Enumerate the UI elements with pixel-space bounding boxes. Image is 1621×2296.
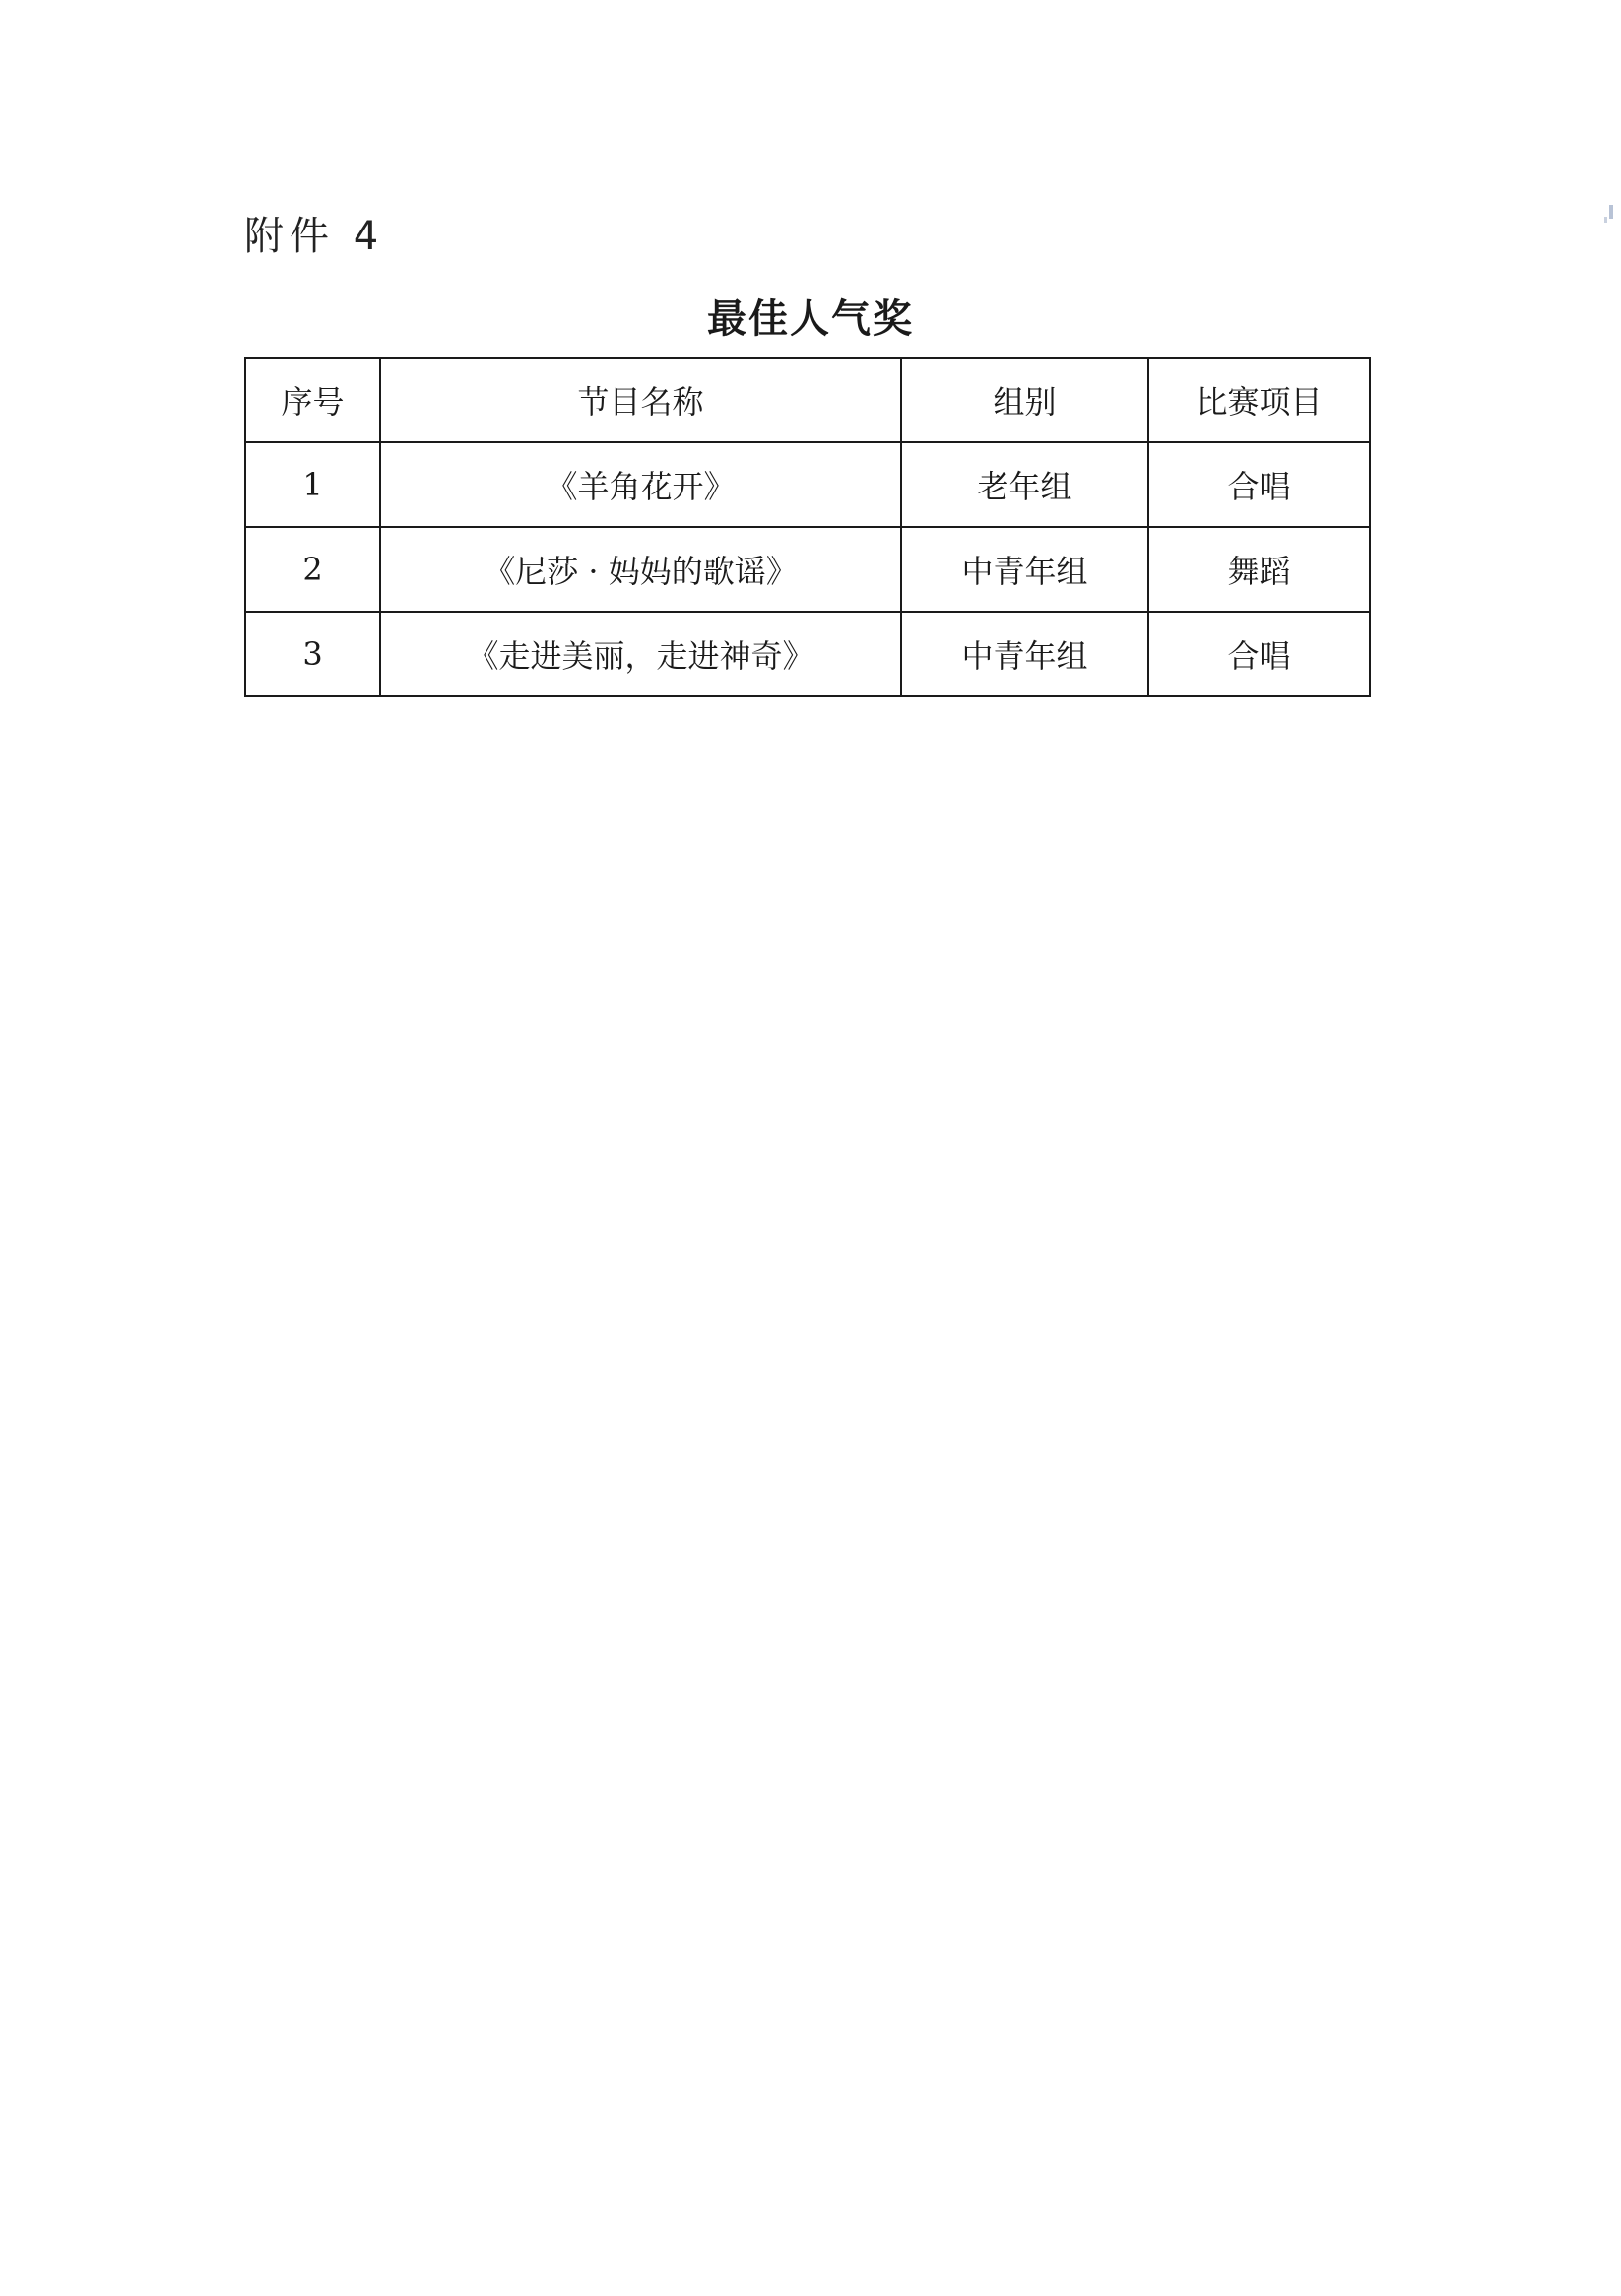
cell-program-name: 《走进美丽，走进神奇》 (380, 612, 901, 696)
cell-index: 1 (245, 442, 380, 527)
table-row (245, 527, 1370, 612)
cell-index: 3 (245, 612, 380, 696)
header-group: 组别 (901, 358, 1148, 442)
cell-group: 中青年组 (901, 612, 1148, 696)
header-category: 比赛项目 (1148, 358, 1370, 442)
cell-program-name: 《尼莎 · 妈妈的歌谣》 (380, 527, 901, 612)
table-row (245, 612, 1370, 696)
cell-group: 中青年组 (901, 527, 1148, 612)
cell-category: 合唱 (1148, 442, 1370, 527)
header-index: 序号 (245, 358, 380, 442)
table-header-row (245, 358, 1370, 442)
table-row (245, 442, 1370, 527)
cell-program-name: 《羊角花开》 (380, 442, 901, 527)
scan-mark (1609, 205, 1613, 219)
cell-category: 合唱 (1148, 612, 1370, 696)
cell-index: 2 (245, 527, 380, 612)
header-program-name: 节目名称 (380, 358, 901, 442)
cell-category: 舞蹈 (1148, 527, 1370, 612)
attachment-label: 附件 4 (244, 214, 385, 259)
scan-mark (1604, 217, 1607, 223)
cell-group: 老年组 (901, 442, 1148, 527)
award-table (244, 357, 1371, 697)
page-title: 最佳人气奖 (707, 295, 914, 342)
